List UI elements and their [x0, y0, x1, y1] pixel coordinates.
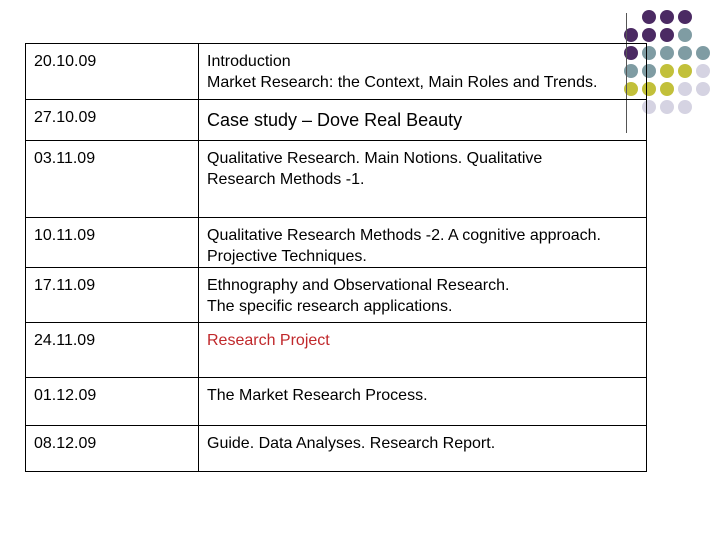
topic-line-highlighted: Research Project: [207, 332, 330, 349]
date-cell: 10.11.09: [26, 218, 199, 268]
topic-cell: [199, 218, 647, 268]
topic-cell: [199, 141, 647, 218]
table-row: [26, 218, 647, 268]
dot: [696, 82, 710, 96]
date-cell: 20.10.09: [26, 44, 199, 100]
topic-line: The specific research applications.: [207, 298, 453, 315]
table-row: [26, 378, 647, 426]
dot: [696, 46, 710, 60]
topic-cell: [199, 378, 647, 426]
dot: [660, 64, 674, 78]
dot: [642, 28, 656, 42]
dot: [678, 82, 692, 96]
topic-line: Qualitative Research Methods -2. A cognitive approach.: [207, 227, 601, 244]
topic-line: Market Research: the Context, Main Roles and Trends.: [207, 74, 598, 91]
dot: [660, 82, 674, 96]
dot: [660, 100, 674, 114]
table-row: [26, 426, 647, 472]
table-row: [26, 44, 647, 100]
table-row: [26, 323, 647, 378]
topic-line: Introduction: [207, 53, 291, 70]
topic-line: Case study – Dove Real Beauty: [207, 110, 463, 130]
topic-cell: [199, 100, 647, 141]
course-schedule-table: [25, 43, 647, 472]
topic-line: Guide. Data Analyses. Research Report.: [207, 435, 496, 452]
date-cell: 24.11.09: [26, 323, 199, 378]
topic-cell: [199, 426, 647, 472]
topic-line: Qualitative Research. Main Notions. Qualitative: [207, 150, 543, 167]
topic-line: Research Methods -1.: [207, 171, 365, 188]
dot: [678, 28, 692, 42]
date-cell: 01.12.09: [26, 378, 199, 426]
topic-line: Ethnography and Observational Research.: [207, 277, 510, 294]
dot: [642, 10, 656, 24]
topic-cell: [199, 268, 647, 323]
topic-line: The Market Research Process.: [207, 387, 428, 404]
dot: [678, 100, 692, 114]
dot: [678, 10, 692, 24]
date-cell: 17.11.09: [26, 268, 199, 323]
dot: [696, 64, 710, 78]
date-cell: 03.11.09: [26, 141, 199, 218]
table-row: [26, 100, 647, 141]
date-cell: 08.12.09: [26, 426, 199, 472]
dot: [678, 46, 692, 60]
dot: [660, 46, 674, 60]
dot: [660, 28, 674, 42]
topic-cell: [199, 323, 647, 378]
table-row: [26, 141, 647, 218]
table-row: [26, 268, 647, 323]
dot: [660, 10, 674, 24]
topic-line: Projective Techniques.: [207, 248, 367, 265]
dot: [678, 64, 692, 78]
date-cell: 27.10.09: [26, 100, 199, 141]
topic-cell: [199, 44, 647, 100]
